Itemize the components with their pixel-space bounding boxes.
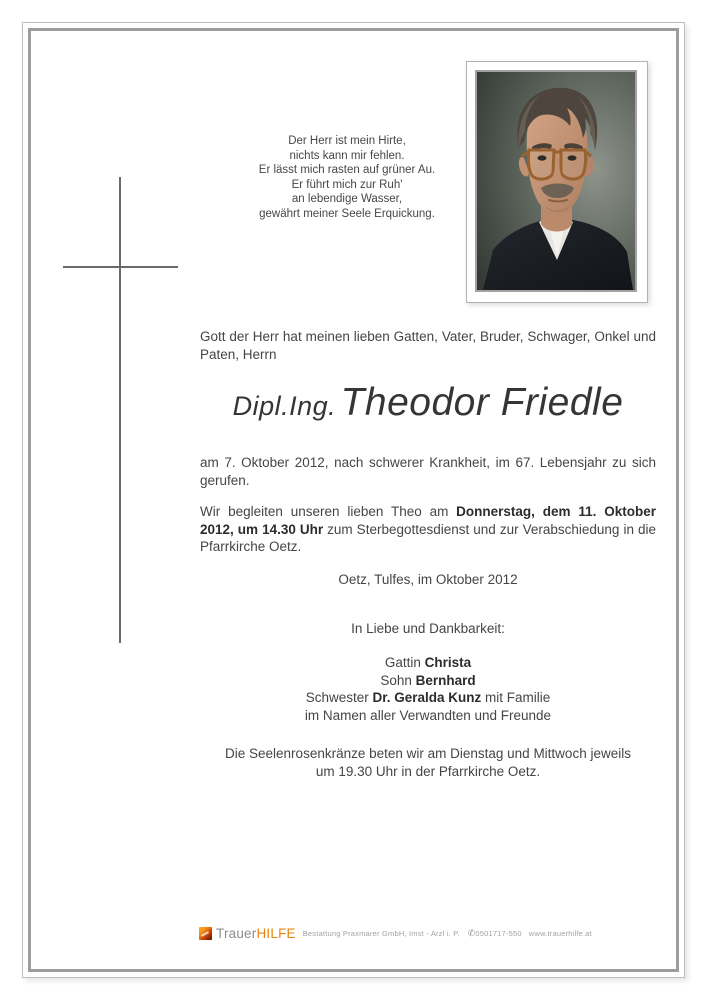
funeral-datetime: Donnerstag, dem 11. Oktober 2012, um 14.30 Uhr: [200, 504, 656, 537]
gratitude-line: In Liebe und Dankbarkeit:: [351, 621, 505, 636]
rosary-line: Die Seelenrosenkränze beten wir am Dienstag und Mittwoch jeweils: [225, 746, 631, 761]
logo-text-trauer: Trauer: [216, 926, 257, 941]
cross-vertical-bar: [119, 177, 121, 643]
rosary-note: [200, 745, 656, 780]
psalm-line: Er führt mich zur Ruh': [291, 178, 403, 191]
footer-phone: 0501717-550: [475, 929, 522, 938]
family-line: [200, 689, 656, 707]
family-suffix: mit Familie: [481, 690, 551, 705]
family-role: Sohn: [380, 672, 416, 688]
psalm-line: gewährt meiner Seele Erquickung.: [259, 207, 435, 220]
death-notice-paragraph: am 7. Oktober 2012, nach schwerer Krankheit, im 67. Lebensjahr zu sich gerufen.: [200, 455, 656, 488]
family-list: [200, 654, 656, 724]
footer-company: Bestattung Praxmarer GmbH, Imst - Arzl i. P.: [302, 929, 460, 938]
family-line: [200, 707, 656, 725]
photo-frame: [466, 61, 648, 303]
phone-icon: ✆: [467, 928, 476, 938]
deceased-fullname: Theodor Friedle: [340, 381, 624, 424]
psalm-line: nichts kann mir fehlen.: [289, 149, 405, 162]
place-date-line: Oetz, Tulfes, im Oktober 2012: [338, 572, 518, 587]
family-name: Dr. Geralda Kunz: [372, 690, 482, 705]
footer: [199, 926, 592, 941]
logo-text-hilfe: HILFE: [256, 926, 296, 941]
funeral-paragraph: [200, 503, 656, 556]
family-line: [200, 654, 656, 672]
deceased-title: Dipl.Ing.: [232, 391, 337, 421]
portrait-photo: [475, 70, 637, 292]
family-name: Christa: [424, 655, 472, 670]
family-role: Schwester: [305, 690, 373, 705]
funeral-text-pre: Wir begleiten unseren lieben Theo am: [200, 504, 457, 519]
deceased-name: [200, 381, 656, 425]
psalm-line: an lebendige Wasser,: [291, 193, 403, 206]
family-name: Bernhard: [415, 672, 476, 688]
funeral-text-post: zum Sterbegottesdienst und zur Verabschiedung in die Pfarrkirche Oetz.: [200, 521, 656, 554]
intro-paragraph: Gott der Herr hat meinen lieben Gatten, Vater, Bruder, Schwager, Onkel und Paten, Herrn: [200, 329, 656, 362]
rosary-line: um 19.30 Uhr in der Pfarrkirche Oetz.: [315, 763, 541, 779]
psalm-line: Der Herr ist mein Hirte,: [288, 135, 406, 147]
trauerhilfe-logo-icon: [199, 927, 212, 940]
family-suffix: im Namen aller Verwandten und Freunde: [304, 707, 552, 723]
footer-website: www.trauerhilfe.at: [528, 929, 592, 938]
psalm-line: Er lässt mich rasten auf grüner Au.: [258, 164, 436, 177]
cross-horizontal-bar: [63, 266, 178, 268]
family-role: Gattin: [384, 655, 425, 670]
psalm-verse: [222, 134, 472, 222]
trauerhilfe-logo-text: [216, 926, 296, 941]
family-line: [200, 672, 656, 690]
